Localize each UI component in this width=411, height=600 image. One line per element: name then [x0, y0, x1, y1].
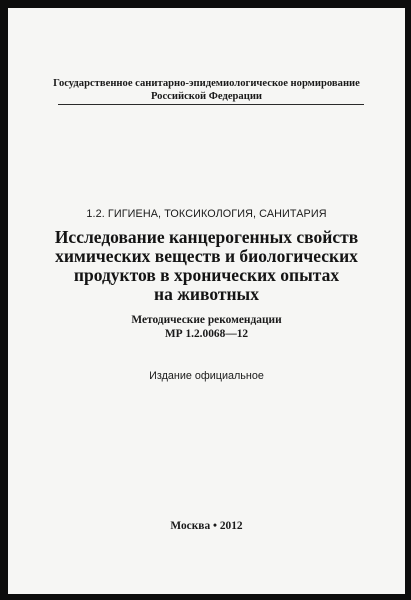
document-code: МР 1.2.0068—12: [164, 328, 249, 340]
document-type: Методические рекомендации: [131, 314, 282, 326]
title-line-2: химических веществ и биологических: [55, 246, 358, 266]
title-line-3: продуктов в хронических опытах: [73, 265, 340, 285]
title-line-1: Исследование канцерогенных свойств: [54, 227, 359, 247]
document-title: [8, 228, 405, 304]
section-heading: 1.2. ГИГИЕНА, ТОКСИКОЛОГИЯ, САНИТАРИЯ: [86, 208, 327, 220]
publication-place-year: Москва • 2012: [170, 520, 243, 532]
edition-label: Издание официальное: [149, 370, 264, 382]
header-line-2: Российской Федерации: [150, 91, 263, 102]
document-subtitle: [8, 313, 405, 341]
header-line-1: Государственное санитарно-эпидемиологическое нормирование: [53, 78, 360, 89]
document-page: [8, 8, 405, 594]
title-line-4: на животных: [154, 284, 259, 304]
header-block: [8, 77, 405, 103]
header-divider: [58, 104, 364, 105]
